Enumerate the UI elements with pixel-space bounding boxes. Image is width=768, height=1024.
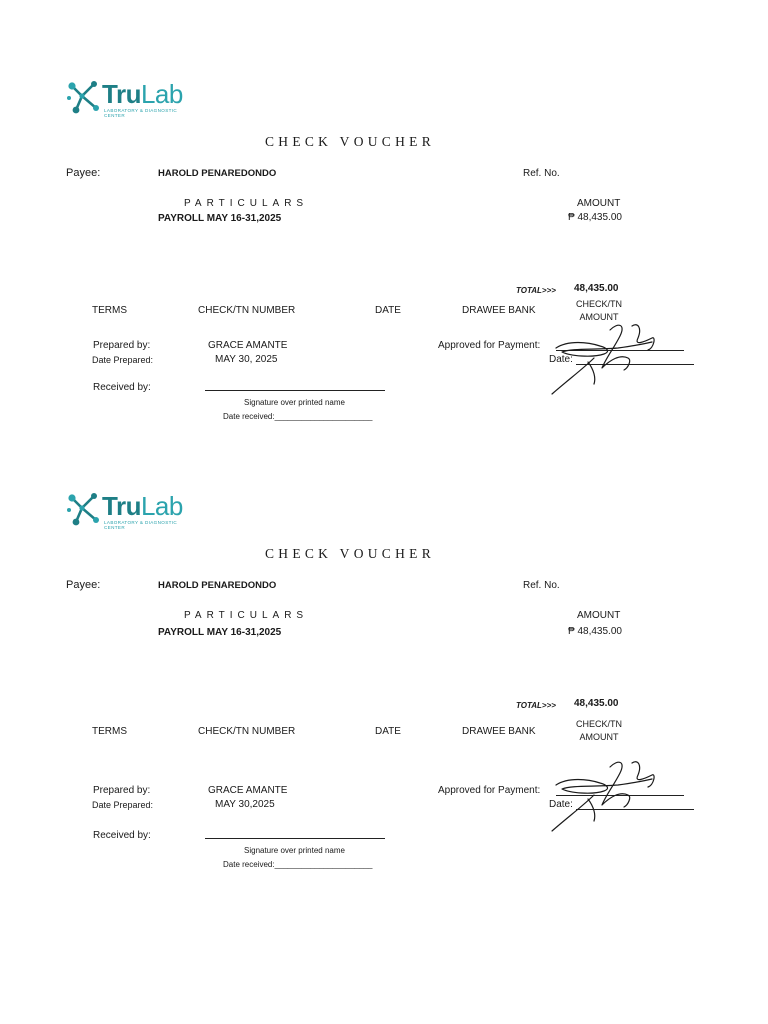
check-number-header: CHECK/TN NUMBER (198, 305, 296, 316)
date-header: DATE (375, 726, 401, 737)
ref-no-label: Ref. No. (523, 168, 560, 179)
logo-word-lab: Lab (140, 491, 183, 521)
drawee-bank-header: DRAWEE BANK (462, 726, 536, 737)
logo-word-lab: Lab (140, 79, 183, 109)
check-amount-header-line2: AMOUNT (579, 312, 619, 322)
approval-date-label: Date: (549, 354, 573, 365)
molecule-icon (66, 78, 106, 118)
total-value: 48,435.00 (574, 283, 619, 294)
amount-label: AMOUNT (577, 198, 621, 209)
date-received-label: Date received:______________________ (223, 412, 373, 421)
received-by-label: Received by: (93, 382, 151, 393)
check-voucher-2 (0, 412, 768, 869)
drawee-bank-header: DRAWEE BANK (462, 305, 536, 316)
total-value: 48,435.00 (574, 698, 619, 709)
check-amount-header-line2: AMOUNT (579, 732, 619, 742)
date-prepared-label: Date Prepared: (92, 355, 154, 365)
molecule-icon (66, 490, 106, 530)
check-number-header: CHECK/TN NUMBER (198, 726, 296, 737)
prepared-by-label: Prepared by: (93, 340, 151, 351)
particulars-description: PAYROLL MAY 16-31,2025 (158, 213, 282, 224)
logo-tagline: LABORATORY & DIAGNOSTIC CENTER (104, 108, 178, 118)
date-prepared-value: MAY 30,2025 (215, 799, 275, 810)
logo-wordmark (102, 492, 183, 520)
logo-tagline: LABORATORY & DIAGNOSTIC CENTER (104, 520, 178, 530)
received-by-signature-line (205, 838, 385, 839)
prepared-by-name: GRACE AMANTE (208, 785, 288, 796)
payee-label: Payee: (66, 579, 101, 591)
check-voucher-1 (0, 0, 768, 440)
terms-header: TERMS (92, 305, 127, 316)
logo-word-tru: Tru (102, 491, 141, 521)
particulars-label: PARTICULARS (184, 198, 309, 209)
approver-signature (548, 755, 668, 835)
amount-value: ₱ 48,435.00 (568, 212, 622, 223)
logo-word-tru: Tru (102, 79, 141, 109)
amount-label: AMOUNT (577, 610, 621, 621)
trulab-logo (66, 490, 190, 534)
approver-signature (548, 318, 668, 398)
ref-no-label: Ref. No. (523, 580, 560, 591)
amount-value: ₱ 48,435.00 (568, 626, 622, 637)
voucher-title: CHECK VOUCHER (264, 546, 436, 561)
approved-for-payment-label: Approved for Payment: (438, 340, 541, 351)
approval-date-label: Date: (549, 799, 573, 810)
total-label: TOTAL>>> (516, 286, 556, 295)
prepared-by-label: Prepared by: (93, 785, 151, 796)
check-amount-header-line1: CHECK/TN (575, 299, 622, 309)
date-prepared-label: Date Prepared: (92, 800, 154, 810)
date-header: DATE (375, 305, 401, 316)
signature-caption: Signature over printed name (244, 398, 345, 407)
particulars-label: PARTICULARS (184, 610, 309, 621)
signature-caption: Signature over printed name (244, 846, 345, 855)
payee-name: HAROLD PENAREDONDO (158, 580, 277, 591)
voucher-title: CHECK VOUCHER (264, 134, 436, 149)
total-label: TOTAL>>> (516, 701, 556, 710)
check-amount-header-line1: CHECK/TN (575, 719, 622, 729)
date-received-label: Date received:______________________ (223, 860, 373, 869)
logo-wordmark (102, 80, 183, 108)
date-prepared-value: MAY 30, 2025 (215, 354, 278, 365)
trulab-logo (66, 78, 190, 122)
payee-label: Payee: (66, 167, 101, 179)
payee-name: HAROLD PENAREDONDO (158, 168, 277, 179)
received-by-label: Received by: (93, 830, 151, 841)
particulars-description: PAYROLL MAY 16-31,2025 (158, 627, 282, 638)
prepared-by-name: GRACE AMANTE (208, 340, 288, 351)
terms-header: TERMS (92, 726, 127, 737)
received-by-signature-line (205, 390, 385, 391)
approved-for-payment-label: Approved for Payment: (438, 785, 541, 796)
